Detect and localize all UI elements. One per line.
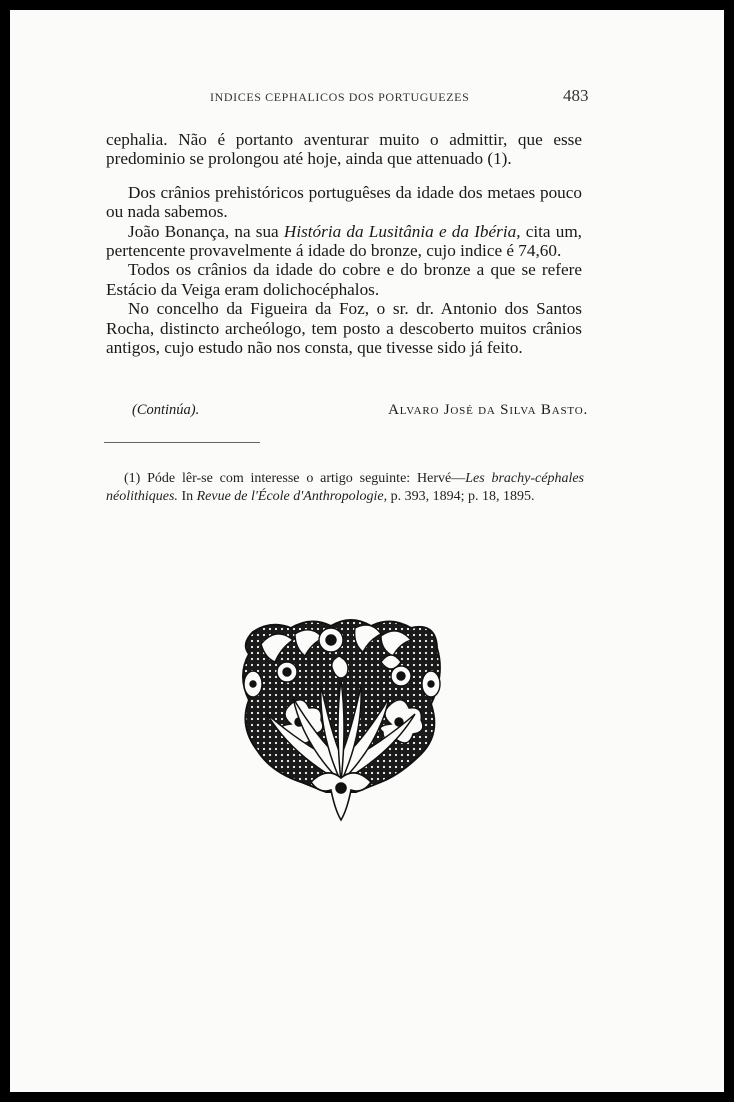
footnote xyxy=(106,470,584,506)
page xyxy=(10,10,724,1092)
footnote-rule xyxy=(104,442,260,443)
body-text xyxy=(106,130,582,357)
paragraph-metal-age: Dos crânios prehistóricos portuguêses da idade dos metaes pouco ou nada sabemos. xyxy=(106,182,582,222)
author-name: Alvaro José da Silva Basto. xyxy=(388,402,588,418)
paragraph-figueira: No concelho da Figueira da Foz, o sr. dr. Antonio dos Santos Rocha, distincto archeólogo, tem posto a descoberto muitos crânios antigos, cujo estudo não nos consta, que tivesse sido já feito. xyxy=(106,299,582,358)
footnote-journal: Revue de l'École d'Anthropologie, xyxy=(196,489,388,504)
page-number: 483 xyxy=(563,86,589,105)
paragraph-bonanca xyxy=(106,222,582,261)
footnote-text-a: (1) Póde lêr-se com interesse o artigo seguinte: Hervé— xyxy=(124,471,466,486)
paragraph-continuation: cephalia. Não é portanto aventurar muito o admittir, que esse predominio se prolongou até hoje, ainda que attenuado (1). xyxy=(106,130,582,169)
footnote-text-b: In xyxy=(177,489,197,504)
continued-note: (Continúa). xyxy=(132,402,200,418)
floral-ornament-icon xyxy=(231,614,451,824)
running-title: INDICES CEPHALICOS DOS PORTUGUEZES xyxy=(210,90,470,104)
book-title: História da Lusitânia e da Ibéria, xyxy=(283,221,521,241)
paragraph-estacio: Todos os crânios da idade do cobre e do bronze a que se refere Estácio da Veiga eram dolichocéphalos. xyxy=(106,260,582,299)
paragraph-bonanca-text-b: cita um, pertencente provavelmente á idade do bronze, cujo indice é 74,60. xyxy=(106,221,582,261)
footnote-text-c: p. 393, 1894; p. 18, 1895. xyxy=(387,489,535,504)
paragraph-bonanca-text-a: João Bonança, na sua xyxy=(128,221,284,241)
signature-line xyxy=(132,402,588,419)
footnote-article-title: Les brachy-céphales néolithiques. xyxy=(106,471,584,504)
